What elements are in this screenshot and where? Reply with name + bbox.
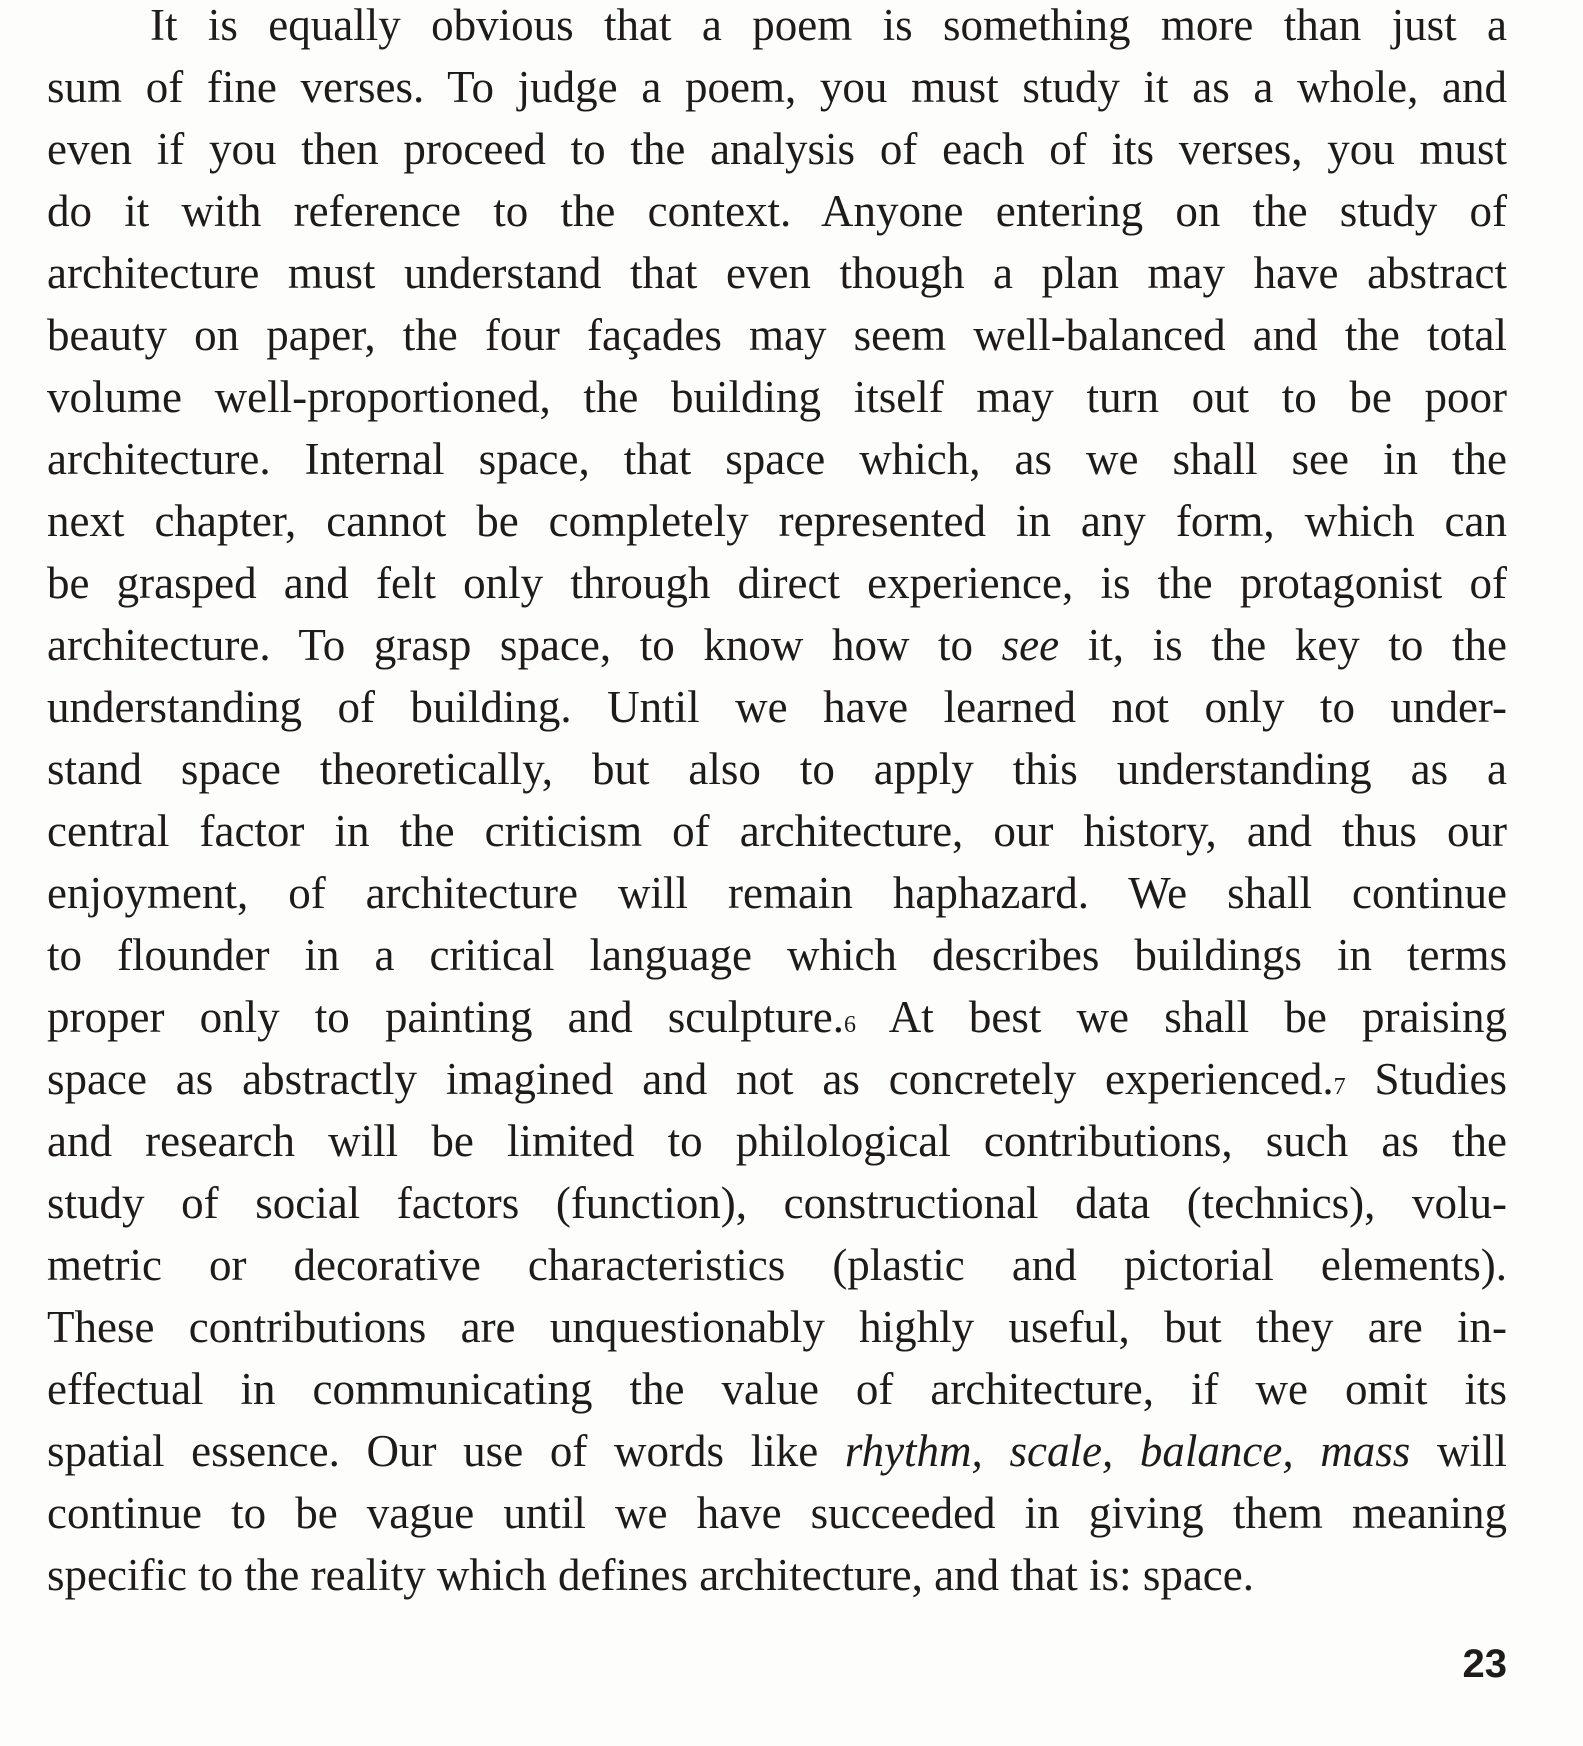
text-segment: enjoyment, of architecture will remain haphazard. We shall continue xyxy=(47,868,1507,918)
text-segment: It is equally obvious that a poem is something more than just a xyxy=(150,0,1507,50)
body-paragraph xyxy=(47,0,1507,1606)
text-line xyxy=(47,1048,1507,1110)
text-line xyxy=(47,366,1507,428)
text-segment: beauty on paper, the four façades may seem well-balanced and the total xyxy=(47,310,1507,360)
text-line xyxy=(47,428,1507,490)
text-segment: be grasped and felt only through direct experience, is the protagonist of xyxy=(47,558,1507,608)
text-segment: space as abstractly imagined and not as concretely experienced. xyxy=(47,1054,1334,1104)
footnote-reference: 6 xyxy=(844,1012,856,1038)
text-segment: study of social factors (function), constructional data (technics), volu- xyxy=(47,1178,1507,1228)
text-segment: architecture. Internal space, that space which, as we shall see in the xyxy=(47,434,1507,484)
text-segment: it, is the key to the xyxy=(1059,620,1507,670)
text-segment: and research will be limited to philological contributions, such as the xyxy=(47,1116,1507,1166)
text-line xyxy=(47,986,1507,1048)
text-segment: effectual in communicating the value of architecture, if we omit its xyxy=(47,1364,1507,1414)
text-segment: architecture. To grasp space, to know how to xyxy=(47,620,1002,670)
text-segment: will xyxy=(1410,1426,1507,1476)
text-line xyxy=(47,862,1507,924)
text-line xyxy=(47,676,1507,738)
text-line xyxy=(47,304,1507,366)
text-line xyxy=(47,242,1507,304)
text-line xyxy=(47,56,1507,118)
text-line xyxy=(47,1172,1507,1234)
text-line xyxy=(47,490,1507,552)
text-segment: specific to the reality which defines architecture, and that is: space. xyxy=(47,1550,1255,1600)
text-segment: Studies xyxy=(1345,1054,1507,1104)
text-line xyxy=(47,552,1507,614)
italic-emphasis: see xyxy=(1001,620,1060,670)
text-line xyxy=(47,180,1507,242)
text-segment: volume well-proportioned, the building itself may turn out to be poor xyxy=(47,372,1507,422)
text-segment: proper only to painting and sculpture. xyxy=(47,992,844,1042)
text-segment: understanding of building. Until we have learned not only to under- xyxy=(47,682,1507,732)
text-segment: next chapter, cannot be completely represented in any form, which can xyxy=(47,496,1507,546)
footnote-reference: 7 xyxy=(1333,1074,1346,1100)
text-line xyxy=(47,738,1507,800)
text-segment: to flounder in a critical language which describes buildings in terms xyxy=(47,930,1507,980)
italic-emphasis: rhythm, scale, balance, mass xyxy=(844,1426,1411,1476)
text-line xyxy=(47,924,1507,986)
text-segment: even if you then proceed to the analysis of each of its verses, you must xyxy=(47,124,1507,174)
page-number: 23 xyxy=(1462,1642,1507,1686)
text-segment: do it with reference to the context. Anyone entering on the study of xyxy=(47,186,1507,236)
text-line xyxy=(47,1544,1507,1606)
text-line xyxy=(47,1110,1507,1172)
text-segment: central factor in the criticism of architecture, our history, and thus our xyxy=(47,806,1507,856)
text-segment: spatial essence. Our use of words like xyxy=(47,1426,845,1476)
text-line xyxy=(47,1234,1507,1296)
text-line xyxy=(47,0,1507,56)
text-segment: At best we shall be praising xyxy=(856,992,1507,1042)
text-segment: sum of fine verses. To judge a poem, you must study it as a whole, and xyxy=(47,62,1507,112)
text-line xyxy=(47,1358,1507,1420)
text-segment: stand space theoretically, but also to apply this understanding as a xyxy=(47,744,1507,794)
text-line xyxy=(47,1420,1507,1482)
text-segment: metric or decorative characteristics (plastic and pictorial elements). xyxy=(47,1240,1507,1290)
text-line xyxy=(47,1482,1507,1544)
text-segment: architecture must understand that even though a plan may have abstract xyxy=(47,248,1507,298)
text-line xyxy=(47,1296,1507,1358)
text-line xyxy=(47,614,1507,676)
text-line xyxy=(47,118,1507,180)
text-segment: These contributions are unquestionably highly useful, but they are in- xyxy=(47,1302,1507,1352)
text-line xyxy=(47,800,1507,862)
text-segment: continue to be vague until we have succeeded in giving them meaning xyxy=(47,1488,1507,1538)
